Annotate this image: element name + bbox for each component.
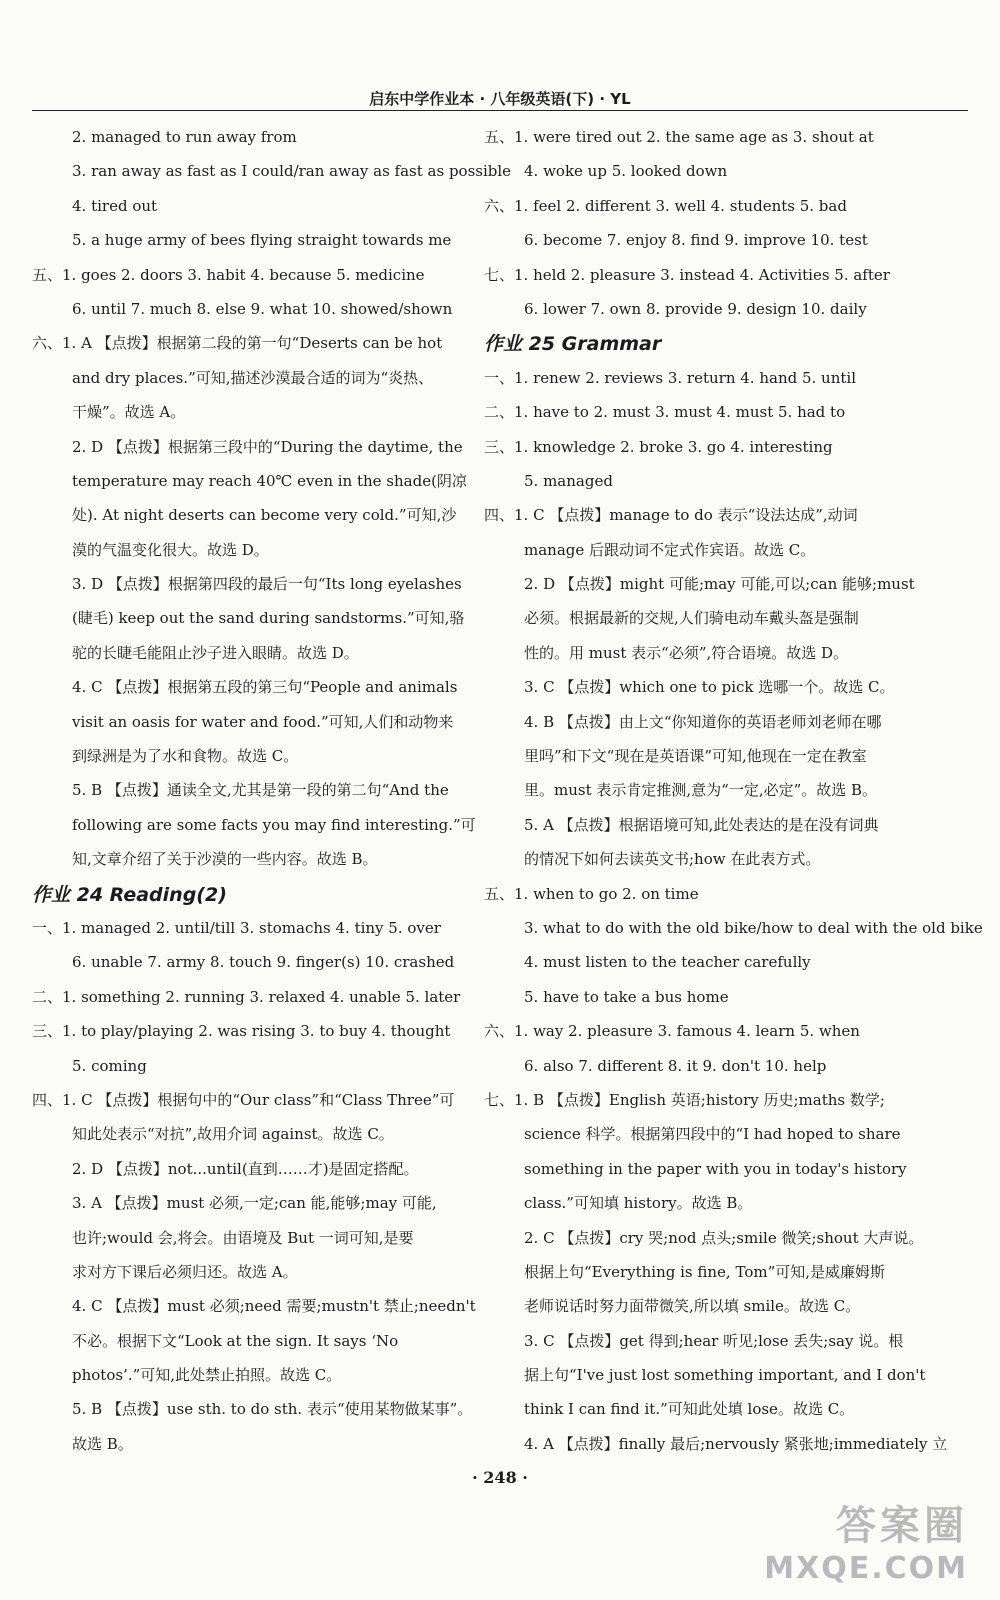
answer-line: 故选 B。: [72, 1434, 133, 1453]
answer-line: something in the paper with you in today's history: [524, 1159, 907, 1178]
answer-line: 3. what to do with the old bike/how to deal with the old bike: [524, 918, 983, 937]
header-rule: [32, 110, 968, 111]
answer-line: 四、1. C 【点拨】根据句中的“Our class”和“Class Three”可: [32, 1090, 455, 1109]
answer-line: 根据上句“Everything is fine, Tom”可知,是威廉姆斯: [524, 1262, 886, 1281]
answer-line: visit an oasis for water and food.”可知,人们和动物来: [72, 712, 454, 731]
answer-line: 3. C 【点拨】which one to pick 选哪一个。故选 C。: [524, 678, 895, 697]
answer-line: 也许;would 会,将会。由语境及 But 一词可知,是要: [72, 1228, 414, 1247]
section-title: 作业 24 Reading(2): [32, 883, 227, 906]
page-header: 启东中学作业本 · 八年级英语(下) · YL: [369, 90, 631, 108]
answer-line: 6. become 7. enjoy 8. find 9. improve 10. test: [524, 231, 868, 250]
answer-line: 6. unable 7. army 8. touch 9. finger(s) 10. crashed: [72, 953, 455, 972]
answer-line: 七、1. held 2. pleasure 3. instead 4. Activities 5. after: [484, 265, 890, 284]
answer-line: 必须。根据最新的交规,人们骑电动车戴头盔是强制: [524, 609, 859, 628]
watermark-text: 答案圈: [836, 1503, 968, 1549]
answer-line: 知,文章介绍了关于沙漠的一些内容。故选 B。: [72, 850, 378, 869]
answer-line: 4. A 【点拨】finally 最后;nervously 紧张地;immediately 立: [524, 1434, 948, 1453]
answer-line: 二、1. have to 2. must 3. must 4. must 5. had to: [484, 403, 846, 422]
watermark-url: MXQE.COM: [764, 1551, 968, 1586]
answer-line: (睫毛) keep out the sand during sandstorms.”可知,骆: [72, 609, 465, 628]
answer-line: temperature may reach 40℃ even in the shade(阴凉: [72, 471, 467, 490]
answer-line: 2. D 【点拨】根据第三段中的“During the daytime, the: [72, 437, 463, 456]
answer-line: 处). At night deserts can become very cold.”可知,沙: [72, 506, 457, 525]
answer-line: 求对方下课后必须归还。故选 A。: [72, 1262, 298, 1281]
answer-line: 3. D 【点拨】根据第四段的最后一句“Its long eyelashes: [72, 575, 462, 594]
answer-line: 3. C 【点拨】get 得到;hear 听见;lose 丢失;say 说。根: [524, 1331, 904, 1350]
answer-line: 干燥”。故选 A。: [72, 403, 186, 422]
answer-line: photos’.”可知,此处禁止拍照。故选 C。: [72, 1366, 342, 1385]
answer-line: think I can find it.”可知此处填 lose。故选 C。: [524, 1400, 855, 1419]
answer-line: 5. managed: [524, 471, 613, 490]
answer-line: 漠的气温变化很大。故选 D。: [72, 540, 269, 559]
answer-line: 三、1. knowledge 2. broke 3. go 4. interesting: [484, 437, 833, 456]
answer-line: 四、1. C 【点拨】manage to do 表示“设法达成”,动词: [484, 506, 858, 525]
answer-line: 2. D 【点拨】might 可能;may 可能,可以;can 能够;must: [524, 575, 915, 594]
answer-line: 二、1. something 2. running 3. relaxed 4. unable 5. later: [32, 987, 461, 1006]
answer-line: 老师说话时努力面带微笑,所以填 smile。故选 C。: [524, 1297, 861, 1316]
answer-line: 4. B 【点拨】由上文“你知道你的英语老师刘老师在哪: [524, 712, 882, 731]
answer-line: and dry places.”可知,描述沙漠最合适的词为“炎热、: [72, 368, 434, 387]
answer-line: 4. C 【点拨】must 必须;need 需要;mustn't 禁止;needn't: [72, 1297, 476, 1316]
answer-line: 五、1. goes 2. doors 3. habit 4. because 5. medicine: [32, 265, 425, 284]
answer-line: 5. B 【点拨】use sth. to do sth. 表示“使用某物做某事”。: [72, 1400, 473, 1419]
answer-line: 4. tired out: [72, 196, 158, 215]
section-title: 作业 25 Grammar: [484, 333, 662, 356]
answer-line: 4. C 【点拨】根据第五段的第三句“People and animals: [72, 678, 458, 697]
answer-line: 6. also 7. different 8. it 9. don't 10. help: [524, 1056, 827, 1075]
answer-line: following are some facts you may find interesting.”可: [72, 815, 476, 834]
right-column: [484, 120, 983, 1461]
answer-line: 6. lower 7. own 8. provide 9. design 10. daily: [524, 299, 867, 318]
answer-line: class.”可知填 history。故选 B。: [524, 1194, 753, 1213]
answer-line: 里吗”和下文“现在是英语课”可知,他现在一定在教室: [524, 747, 867, 766]
answer-line: 不必。根据下文“Look at the sign. It says ‘No: [72, 1331, 399, 1350]
answer-line: 6. until 7. much 8. else 9. what 10. showed/shown: [72, 299, 453, 318]
answer-line: 知此处表示“对抗”,故用介词 against。故选 C。: [72, 1125, 394, 1144]
watermark-logo: [764, 1494, 968, 1586]
answer-line: 据上句“I've just lost something important, and I don't: [524, 1366, 926, 1385]
answer-line: 2. D 【点拨】not...until(直到……才)是固定搭配。: [72, 1159, 419, 1178]
answer-line: 的情况下如何去读英文书;how 在此表方式。: [524, 850, 821, 869]
answer-line: 五、1. when to go 2. on time: [484, 884, 699, 903]
answer-line: 5. coming: [72, 1056, 147, 1075]
answer-line: 六、1. A 【点拨】根据第二段的第一句“Deserts can be hot: [32, 334, 443, 353]
answer-line: 4. must listen to the teacher carefully: [524, 953, 811, 972]
answer-line: 五、1. were tired out 2. the same age as 3. shout at: [484, 128, 874, 146]
answer-line: 六、1. feel 2. different 3. well 4. students 5. bad: [484, 196, 847, 215]
answer-line: 2. C 【点拨】cry 哭;nod 点头;smile 微笑;shout 大声说。: [524, 1228, 924, 1247]
answer-line: 3. A 【点拨】must 必须,一定;can 能,能够;may 可能,: [72, 1194, 437, 1213]
answer-line: manage 后跟动词不定式作宾语。故选 C。: [524, 540, 816, 559]
answer-line: 4. woke up 5. looked down: [524, 162, 728, 181]
answer-line: 一、1. managed 2. until/till 3. stomachs 4. tiny 5. over: [32, 918, 441, 937]
answer-line: 3. ran away as fast as I could/ran away as fast as possible: [72, 162, 512, 181]
answer-line: 5. have to take a bus home: [524, 987, 729, 1006]
answer-line: science 科学。根据第四段中的“I had hoped to share: [524, 1125, 901, 1144]
answer-line: 5. a huge army of bees flying straight towards me: [72, 231, 452, 250]
answer-line: 里。must 表示肯定推测,意为“一定,必定”。故选 B。: [524, 781, 878, 800]
answer-line: 2. managed to run away from: [72, 128, 297, 146]
answer-line: 一、1. renew 2. reviews 3. return 4. hand 5. until: [484, 368, 857, 387]
left-column: [32, 120, 512, 1461]
answer-line: 到绿洲是为了水和食物。故选 C。: [72, 747, 299, 766]
answer-line: 三、1. to play/playing 2. was rising 3. to buy 4. thought: [32, 1022, 451, 1041]
answer-line: 5. B 【点拨】通读全文,尤其是第一段的第二句“And the: [72, 781, 449, 800]
answer-line: 性的。用 must 表示“必须”,符合语境。故选 D。: [524, 643, 849, 662]
answer-line: 六、1. way 2. pleasure 3. famous 4. learn 5. when: [484, 1022, 860, 1041]
page-number: · 248 ·: [472, 1468, 528, 1487]
answer-line: 七、1. B 【点拨】English 英语;history 历史;maths 数学;: [484, 1090, 885, 1109]
answer-line: 驼的长睫毛能阻止沙子进入眼睛。故选 D。: [72, 643, 359, 662]
answer-line: 5. A 【点拨】根据语境可知,此处表达的是在没有词典: [524, 815, 879, 834]
